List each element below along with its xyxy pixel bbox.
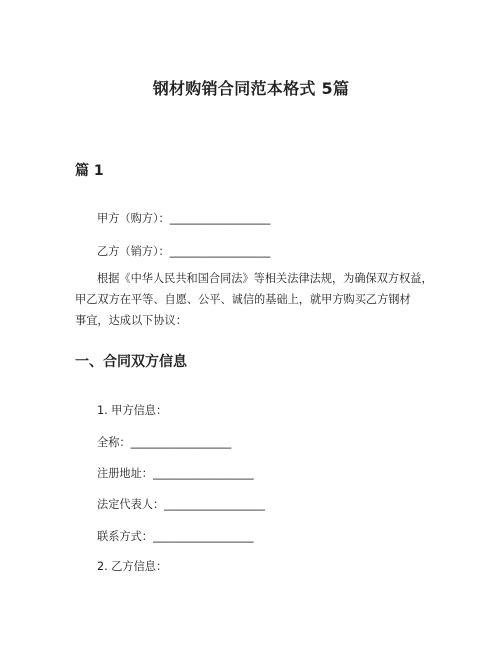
party-b-line: 乙方（销方）：__________________ [97, 245, 271, 258]
legal-representative-line: 法定代表人：__________________ [97, 498, 265, 511]
contact-line: 联系方式：__________________ [97, 530, 254, 543]
registered-address-line: 注册地址：__________________ [97, 467, 254, 480]
section-heading-1: 篇 1 [75, 163, 104, 179]
party-a-line: 甲方（购方）：__________________ [97, 212, 271, 225]
item-1-label: 1. 甲方信息： [97, 404, 168, 417]
intro-paragraph [75, 268, 455, 331]
intro-line-2: 甲乙双方在平等、自愿、公平、诚信的基础上，就甲方购买乙方钢材 [75, 293, 411, 306]
full-name-line: 全称：__________________ [97, 436, 232, 449]
intro-line-1: 根据《中华人民共和国合同法》等相关法律法规，为确保双方权益， [97, 272, 433, 285]
document-title: 钢材购销合同范本格式 5篇 [152, 79, 350, 98]
item-2-label: 2. 乙方信息： [97, 560, 168, 573]
intro-line-3: 事宜，达成以下协议： [75, 314, 187, 327]
chapter-heading-1: 一、合同双方信息 [75, 354, 187, 370]
